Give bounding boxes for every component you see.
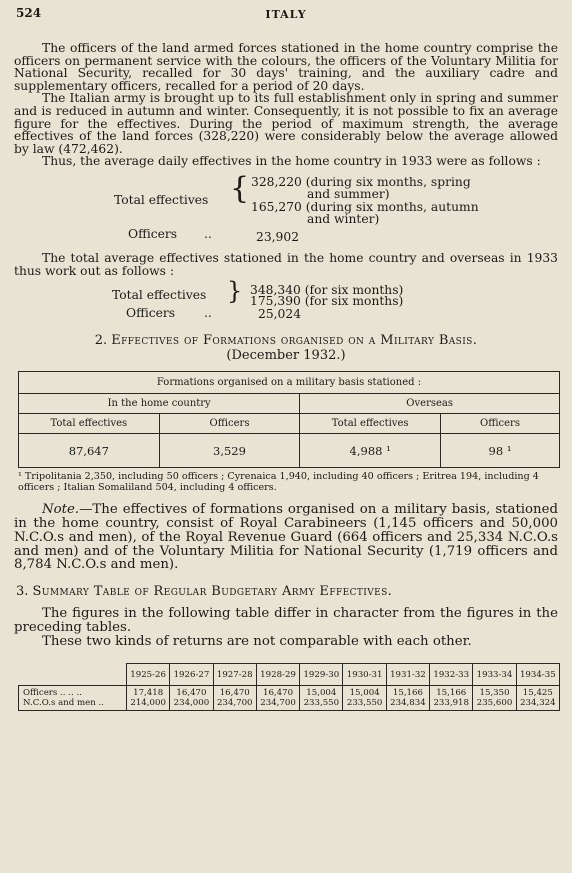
officers-value: 17,418: [133, 688, 164, 699]
summary-line-2: 175,390 (for six months): [250, 294, 404, 309]
paragraph-daily-effectives: Thus, the average daily effectives in the home country in 1933 were as follows :: [42, 154, 541, 169]
row-label-officers: Officers .. .. ..: [23, 688, 82, 699]
note-paragraph: [14, 503, 558, 572]
nco-value: 234,700: [216, 698, 253, 709]
year-header: 1929-30: [300, 664, 343, 686]
column-header: Officers: [440, 414, 559, 434]
table-cell: 98 ¹: [440, 434, 559, 468]
nco-value: 233,918: [433, 698, 469, 709]
year-values: [170, 686, 213, 711]
row-label-nco: N.C.O.s and men ..: [23, 698, 104, 709]
officers-value: 16,470: [176, 688, 207, 699]
section-number: 2.: [94, 333, 108, 349]
year-header: 1925-26: [127, 664, 170, 686]
leader-dots: ..: [204, 226, 212, 241]
summary-line-1: 348,340 (for six months): [250, 283, 404, 298]
group-home-country: In the home country: [19, 394, 300, 414]
section-title: Effectives of Formations organised on a Military Basis.: [111, 333, 478, 349]
leader-dots: ..: [204, 306, 212, 321]
table-cell: 3,529: [159, 434, 300, 468]
paragraph-not-comparable: These two kinds of returns are not comparable with each other.: [42, 634, 472, 650]
running-title: ITALY: [265, 8, 307, 21]
officers-value: 16,470: [263, 688, 294, 699]
nco-value: 234,000: [173, 698, 210, 709]
summary-line-1: 328,220 (during six months, spring: [251, 174, 471, 189]
column-header: Total effectives: [19, 414, 160, 434]
year-values: [300, 686, 343, 711]
nco-value: 233,550: [303, 698, 340, 709]
year-header: 1931-32: [386, 664, 429, 686]
year-header: 1930-31: [343, 664, 386, 686]
officers-value: 15,425: [522, 688, 553, 699]
section-2-heading: [14, 333, 558, 363]
brace-glyph: }: [227, 277, 243, 306]
year-values: [256, 686, 299, 711]
officers-value: 16,470: [219, 688, 250, 699]
year-header: 1933-34: [473, 664, 516, 686]
year-values: [386, 686, 429, 711]
paragraph-establishment: The Italian army is brought up to its full establishment only in spring and summer and is reduced in autumn and winter. Consequently, it is not possible to fix an average figure for the effectives. During the period of maximum strength, the average effectives of the land forces (328,220) were considerably below the average allowed by law (472,462).: [14, 91, 558, 156]
officers-label: Officers: [126, 306, 176, 321]
note-label: Note.: [42, 502, 80, 518]
officers-value: 25,024: [258, 307, 302, 322]
section-date: (December 1932.): [226, 348, 346, 364]
officers-value: 15,166: [436, 688, 467, 699]
year-values: [343, 686, 386, 711]
nco-value: 214,000: [130, 698, 166, 709]
officers-label: Officers: [128, 226, 178, 241]
year-header: 1926-27: [170, 664, 213, 686]
total-effectives-label: Total effectives: [114, 192, 209, 207]
nco-value: 234,834: [390, 698, 426, 709]
page-number: 524: [16, 6, 42, 20]
year-values: [430, 686, 473, 711]
table-cell: 87,647: [19, 434, 160, 468]
total-effectives-label: Total effectives: [112, 288, 207, 303]
officers-value: 15,004: [349, 688, 380, 699]
nco-value: 234,324: [520, 698, 556, 709]
formations-table: [18, 371, 560, 468]
paragraph-total-average: The total average effectives stationed in the home country and overseas in 1933 thus work out as follows :: [14, 250, 558, 278]
summary-line-2: and summer): [307, 186, 390, 201]
year-header: 1932-33: [430, 664, 473, 686]
summary-line-3: 165,270 (during six months, autumn: [251, 199, 479, 214]
section-3-heading: [14, 584, 558, 599]
nco-value: 234,700: [260, 698, 296, 709]
year-values: [127, 686, 170, 711]
brace-glyph: {: [230, 170, 250, 206]
page-header: [14, 4, 558, 26]
paragraph-officers: The officers of the land armed forces stationed in the home country comprise the officers on permanent service with the colours, the officers of the Voluntary Militia for National Security, recalled for 30 days' training, and the auxiliary cadre and supplementary officers, recalled for a period of 20 days.: [14, 41, 558, 93]
year-header: 1927-28: [213, 664, 256, 686]
group-overseas: Overseas: [300, 394, 560, 414]
footnote: ¹ Tripolitania 2,350, including 50 officers ; Cyrenaica 1,940, including 40 officers ; Eritrea 194, including 4 officers ; Italian Somaliland 504, including 4 officers.: [18, 471, 539, 493]
year-values: [213, 686, 256, 711]
nco-value: 233,550: [346, 698, 383, 709]
summary-total-1933: [14, 277, 558, 323]
summary-line-4: and winter): [307, 211, 380, 226]
section-number: 3.: [16, 584, 29, 600]
column-header: Officers: [159, 414, 300, 434]
officers-value: 23,902: [256, 229, 300, 244]
year-values: [473, 686, 516, 711]
year-values: [516, 686, 559, 711]
year-header: 1934-35: [516, 664, 559, 686]
nco-value: 235,600: [476, 698, 513, 709]
year-header: 1928-29: [256, 664, 299, 686]
table-title: Formations organised on a military basis stationed :: [19, 372, 560, 394]
budgetary-effectives-table: [18, 663, 560, 711]
officers-value: 15,004: [306, 688, 337, 699]
table-cell: 4,988 ¹: [300, 434, 441, 468]
section-title: Summary Table of Regular Budgetary Army Effectives.: [32, 584, 393, 600]
note-text: —The effectives of formations organised on a military basis, stationed in the home country, consist of Royal Carabineers (1,145 officers and 50,000 N.C.O.s and men), of the Royal Revenue Guard (664 officers and 25,334 N.C.O.s and men) and of the Voluntary Militia for National Security (1,719 officers and 8,784 N.C.O.s and men).: [14, 502, 558, 573]
summary-home-1933: [14, 170, 558, 248]
officers-value: 15,350: [479, 688, 510, 699]
officers-value: 15,166: [392, 688, 423, 699]
paragraph-differ: The figures in the following table differ in character from the figures in the preceding tables.: [14, 606, 558, 636]
row-labels: [19, 686, 127, 711]
column-header: Total effectives: [300, 414, 441, 434]
table-corner: [19, 664, 127, 686]
